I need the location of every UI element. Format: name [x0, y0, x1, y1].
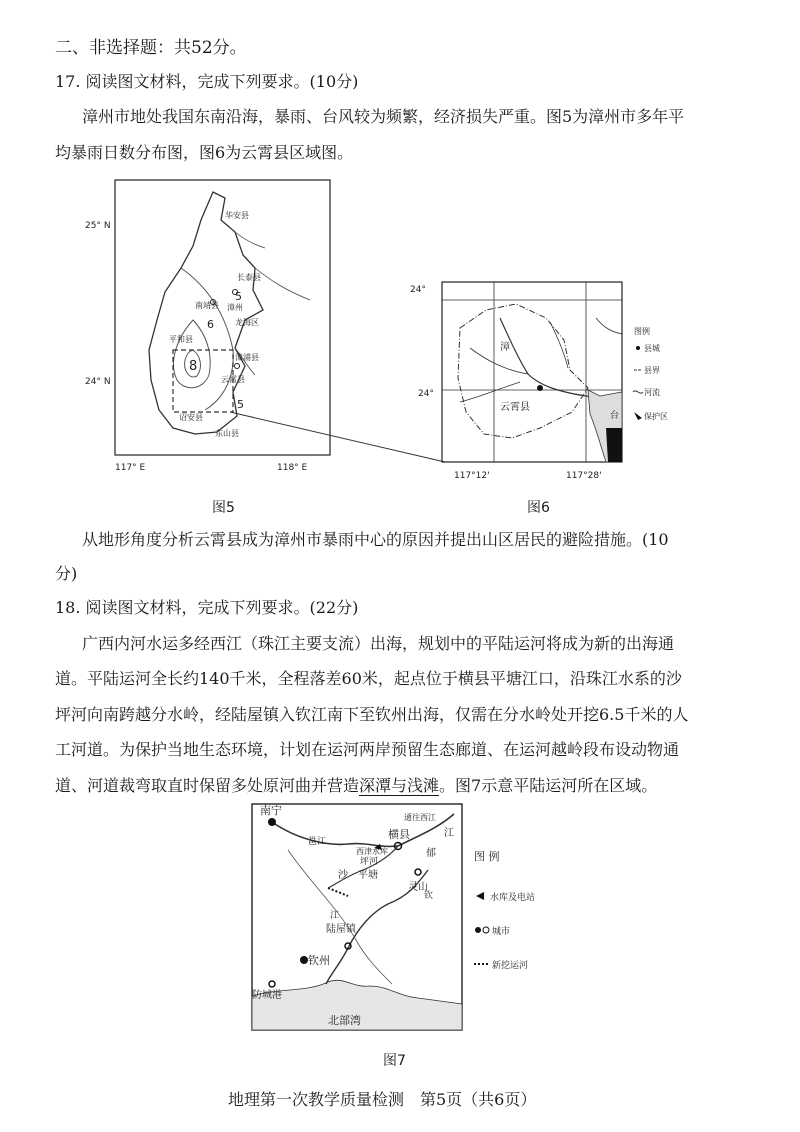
river-label-qin: 钦	[424, 891, 434, 901]
q18-paragraph-line-1: 广西内河水运多经西江（珠江主要支流）出海，规划中的平陆运河将成为新的出海通	[82, 634, 675, 653]
q18-underlined-text: 深潭与浅滩	[359, 776, 440, 795]
fig6-river-label: 漳	[500, 342, 510, 353]
fig6-lat-top: 24°	[410, 285, 426, 295]
place-fangchenggang: 防城港	[252, 990, 282, 1001]
place-changtai: 长泰县	[237, 273, 261, 282]
place-nanjing: 南靖县	[195, 301, 219, 310]
place-zhaoan: 诏安县	[179, 413, 203, 422]
place-lingshan: 灵山	[408, 882, 428, 893]
section-heading: 二、非选择题：共52分。	[55, 38, 247, 58]
fig6-lon-right: 117°28'	[566, 471, 602, 481]
figure-7-caption: 图7	[383, 1053, 406, 1069]
place-hengxian: 横县	[388, 828, 410, 841]
city-dot-lingshan	[415, 869, 421, 875]
river-branch	[460, 382, 520, 402]
river-label-jiang: 江	[444, 828, 454, 839]
q17-paragraph-line-1: 漳州市地处我国东南沿海，暴雨、台风较为频繁，经济损失严重。图5为漳州市多年平	[82, 107, 685, 126]
figure-5-caption: 图5	[212, 500, 235, 516]
isoline-label: 6	[207, 318, 214, 331]
q17-task-line-1: 从地形角度分析云霄县成为漳州市暴雨中心的原因并提出山区居民的避险措施。(10	[82, 530, 669, 549]
legend-river-icon	[633, 391, 643, 393]
isoline-label: 5	[235, 290, 242, 303]
q18-paragraph-text: 道、河道裁弯取直时保留多处原河曲并营造	[55, 776, 360, 795]
county-seat-dot	[235, 364, 240, 369]
river-label-yu: 郁	[426, 848, 436, 859]
q18-paragraph-line-4: 工河道。为保护当地生态环境，计划在运河两岸预留生态廊道、在运河越岭段布设动物通	[55, 740, 680, 759]
river-label-yong: 邕江	[308, 837, 327, 847]
figure-6-map	[400, 278, 670, 488]
river-label-pinghe: 坪河	[360, 857, 379, 867]
fig6-legend-item: 县界	[644, 366, 660, 375]
place-nanning: 南宁	[260, 804, 282, 817]
q18-paragraph-text: 。图7示意平陆运河所在区域。	[439, 776, 658, 795]
isoline-label: 8	[189, 359, 198, 374]
place-zhangpu: 漳浦县	[235, 353, 259, 362]
page-footer: 地理第一次教学质量检测 第5页（共6页）	[228, 1090, 537, 1109]
legend-reservoir-icon	[476, 892, 484, 900]
place-longhai: 龙海区	[235, 318, 259, 327]
fig5-lon-right: 118° E	[277, 463, 308, 473]
label-to-xijiang: 通往西江	[404, 813, 436, 822]
city-dot-fangchenggang	[269, 981, 275, 987]
q18-paragraph-line-2: 道。平陆运河全长约140千米，全程落差60米，起点位于横县平塘江口，沿珠江水系的沙	[55, 669, 682, 688]
fig6-county-label: 云霄县	[500, 402, 530, 413]
q17-paragraph-line-2: 均暴雨日数分布图，图6为云霄县区域图。	[55, 143, 354, 162]
fig6-legend-item: 县城	[644, 344, 660, 353]
county-seat-dot	[537, 385, 543, 391]
figure-6-frame	[442, 282, 622, 462]
fig7-legend-title: 图 例	[474, 850, 500, 863]
yong-river	[272, 822, 398, 846]
fig5-lat-top: 25° N	[85, 221, 111, 231]
figure-7-map	[248, 800, 568, 1040]
river-label-jiang-2: 江	[330, 911, 340, 921]
place-yunxiao: 云霄县	[221, 375, 245, 384]
place-huaan: 华安县	[225, 211, 249, 220]
place-luwu: 陆屋镇	[326, 924, 356, 935]
fig6-legend-item: 保护区	[644, 412, 668, 421]
place-qinzhou: 钦州	[308, 954, 330, 967]
county-boundary	[458, 304, 588, 438]
river-branch	[596, 318, 622, 334]
fig6-lon-left: 117°12'	[454, 471, 490, 481]
legend-county-seat-icon	[636, 346, 640, 350]
isoline-label: 5	[237, 398, 244, 411]
river-label-sha: 沙	[338, 870, 348, 881]
legend-protected-icon	[634, 412, 642, 420]
q18-paragraph-line-5	[55, 776, 657, 796]
fig7-legend-item: 城市	[492, 927, 511, 937]
city-dot-qinzhou	[300, 956, 308, 964]
place-pinghe: 平和县	[169, 335, 193, 344]
new-canal	[328, 888, 348, 896]
fig7-legend-item: 水库及电站	[490, 893, 536, 903]
protected-area	[606, 428, 622, 462]
river-branch	[550, 322, 568, 368]
q18-title: 18. 阅读图文材料，完成下列要求。(22分)	[55, 598, 359, 617]
isoline-6	[174, 320, 211, 388]
q17-task-line-2: 分)	[55, 564, 78, 583]
fig6-legend-item: 河流	[644, 388, 660, 397]
label-xijin-reservoir: 西津水库	[356, 847, 388, 856]
fig5-lon-left: 117° E	[115, 463, 146, 473]
legend-city-icon	[475, 927, 481, 933]
fig6-island-label: 台	[610, 411, 620, 421]
q18-paragraph-line-3: 坪河向南跨越分水岭，经陆屋镇入钦江南下至钦州出海，仅需在分水岭处开挖6.5千米的人	[55, 705, 689, 724]
fig6-lat-mid: 24°	[418, 389, 434, 399]
fig5-lat-mid: 24° N	[85, 377, 111, 387]
legend-city-icon-2	[483, 927, 489, 933]
river-line	[235, 232, 310, 300]
place-zhangzhou: 漳州	[227, 303, 243, 312]
place-beibu-gulf: 北部湾	[328, 1014, 361, 1027]
river-branch	[470, 348, 528, 374]
fig6-legend-title: 图例	[634, 327, 650, 336]
q17-title: 17. 阅读图文材料，完成下列要求。(10分)	[55, 72, 359, 91]
place-pingtang: 平塘	[358, 870, 378, 881]
figure-6-caption: 图6	[527, 500, 550, 516]
place-dongshan: 东山县	[215, 429, 239, 438]
zhang-river	[500, 318, 610, 400]
fig7-legend-item: 新挖运河	[492, 961, 529, 971]
city-dot-nanning	[268, 818, 276, 826]
